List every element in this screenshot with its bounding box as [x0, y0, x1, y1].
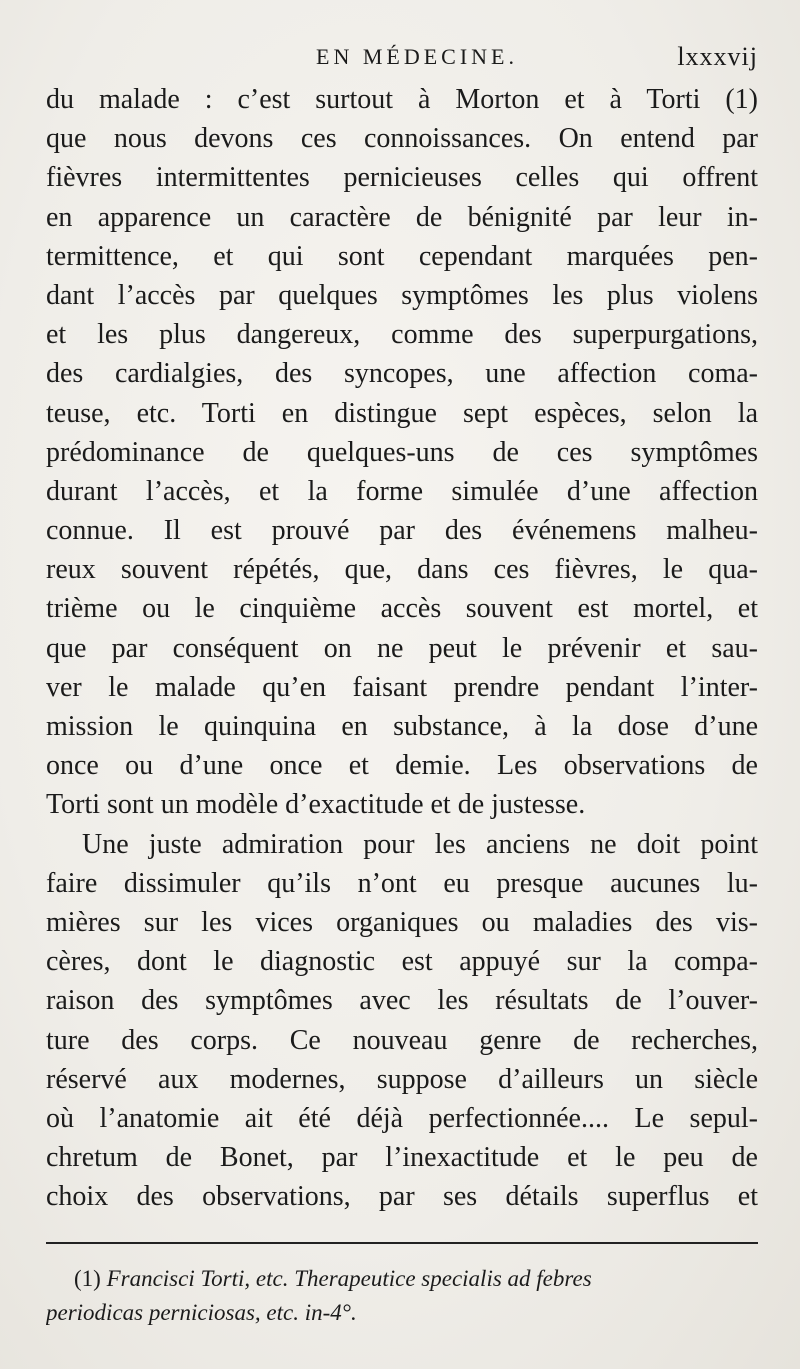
text-line: faire dissimuler qu’ils n’ont eu presque aucunes lu- — [46, 867, 758, 899]
text-line: once ou d’une once et demie. Les observations de — [46, 750, 758, 782]
text-line: dant l’accès par quelques symptômes les plus violens — [46, 279, 758, 311]
footnote-line — [46, 1262, 758, 1296]
text-line: termittence, et qui sont cependant marquées pen- — [46, 240, 758, 272]
footnote — [46, 1262, 758, 1330]
text-line: mières sur les vices organiques ou maladies des vis- — [46, 906, 758, 938]
footnote-line: periodicas perniciosas, etc. in-4°. — [46, 1300, 357, 1325]
text-line: que par conséquent on ne peut le prévenir et sau- — [46, 632, 758, 664]
text-line: que nous devons ces connoissances. On entend par — [46, 123, 758, 155]
text-line: ver le malade qu’en faisant prendre pendant l’inter- — [46, 671, 758, 703]
text-line: où l’anatomie ait été déjà perfectionnée.... Le sepul- — [46, 1102, 758, 1134]
text-line: fièvres intermittentes pernicieuses celles qui offrent — [46, 162, 758, 194]
text-line: ture des corps. Ce nouveau genre de recherches, — [46, 1024, 758, 1056]
text-line: chretum de Bonet, par l’inexactitude et le peu de — [46, 1142, 758, 1174]
text-line: reux souvent répétés, que, dans ces fièvres, le qua- — [46, 554, 758, 586]
body-text — [46, 80, 758, 1216]
text-line: cères, dont le diagnostic est appuyé sur la compa- — [46, 946, 758, 978]
text-line: durant l’accès, et la forme simulée d’une affection — [46, 475, 758, 507]
footnote-marker: (1) — [74, 1266, 101, 1291]
page-number: lxxxvij — [677, 42, 758, 71]
footnote-divider — [46, 1242, 758, 1244]
text-line: Torti sont un modèle d’exactitude et de justesse. — [46, 789, 586, 821]
text-line: réservé aux modernes, suppose d’ailleurs un siècle — [46, 1063, 758, 1095]
footnote-text: Francisci Torti, etc. Therapeutice specialis ad febres — [106, 1266, 592, 1291]
running-head — [46, 40, 758, 80]
text-line: prédominance de quelques-uns de ces symptômes — [46, 436, 758, 468]
text-line: du malade : c’est surtout à Morton et à Torti (1) — [46, 84, 758, 115]
text-line: mission le quinquina en substance, à la dose d’une — [46, 711, 758, 742]
text-line: choix des observations, par ses détails superflus et — [46, 1181, 758, 1213]
text-line: connue. Il est prouvé par des événemens malheu- — [46, 515, 758, 547]
text-line: des cardialgies, des syncopes, une affection coma- — [46, 358, 758, 390]
text-line: Une juste admiration pour les anciens ne doit point — [82, 828, 758, 860]
text-line: trième ou le cinquième accès souvent est mortel, et — [46, 593, 758, 625]
text-line: raison des symptômes avec les résultats de l’ouver- — [46, 985, 758, 1017]
running-title: EN MÉDECINE. — [316, 44, 518, 69]
text-line: et les plus dangereux, comme des superpurgations, — [46, 319, 758, 351]
text-line: en apparence un caractère de bénignité par leur in- — [46, 201, 758, 233]
text-line: teuse, etc. Torti en distingue sept espèces, selon la — [46, 397, 758, 429]
